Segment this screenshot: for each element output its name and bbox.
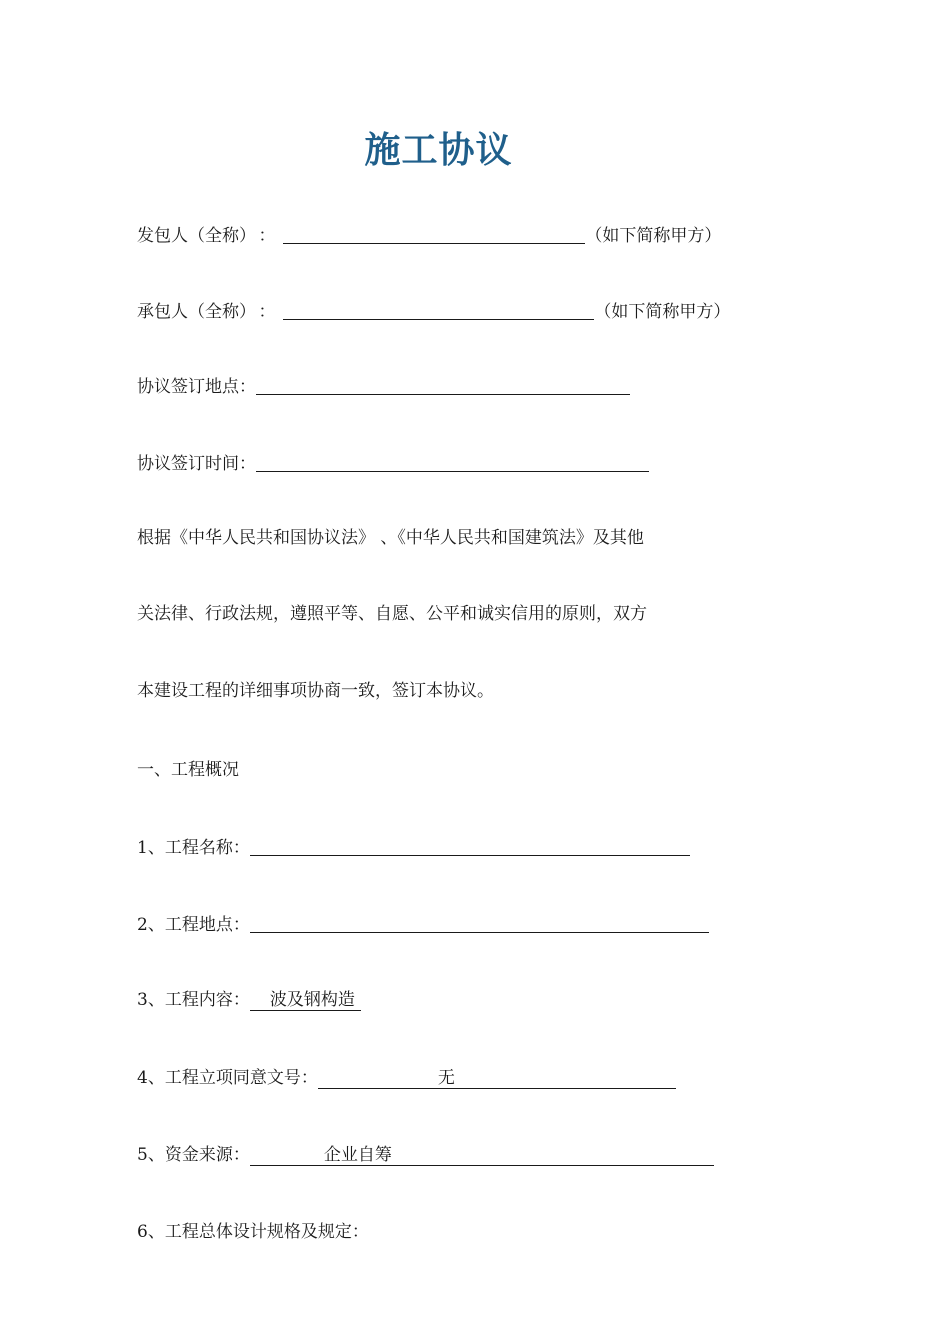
- contractor-label: 承包人（全称）: [137, 302, 256, 322]
- signing-time-field[interactable]: [256, 453, 649, 472]
- approval-number-value: 无: [437, 1068, 455, 1088]
- funding-source-label: 5、资金来源：: [137, 1145, 250, 1165]
- design-spec-line: 6、工程总体设计规格及规定：: [137, 1222, 369, 1242]
- contractor-suffix: （如下简称甲方）: [594, 302, 731, 322]
- project-content-field[interactable]: [250, 990, 361, 1011]
- project-content-label: 3、工程内容：: [137, 990, 250, 1010]
- employer-name-field[interactable]: [283, 225, 585, 244]
- employer-colon: ：: [258, 226, 276, 246]
- contractor-colon: ：: [258, 302, 276, 322]
- contractor-line: [137, 298, 730, 324]
- section-heading: 一、工程概况: [137, 760, 239, 780]
- project-location-line: [137, 911, 709, 937]
- signing-place-label: 协议签订地点：: [137, 377, 256, 397]
- contractor-name-field[interactable]: [283, 301, 594, 320]
- project-content-line: [137, 988, 361, 1012]
- funding-source-value: 企业自筹: [323, 1145, 392, 1165]
- signing-place-line: [137, 373, 630, 399]
- project-name-field[interactable]: [250, 837, 690, 856]
- employer-suffix: （如下简称甲方）: [585, 226, 722, 246]
- funding-source-line: [137, 1143, 714, 1167]
- signing-time-line: [137, 450, 649, 476]
- project-name-label: 1、工程名称：: [137, 838, 250, 858]
- project-content-value: 波及钢构造: [269, 990, 355, 1010]
- approval-number-field[interactable]: [318, 1068, 676, 1089]
- preamble-line-1: 根据《中华人民共和国协议法》 、《中华人民共和国建筑法》及其他: [137, 528, 644, 548]
- project-name-line: [137, 834, 690, 860]
- approval-number-line: [137, 1066, 676, 1090]
- document-title: 施工协议: [364, 129, 513, 171]
- preamble-line-2: 关法律、行政法规，遵照平等、自愿、公平和诚实信用的原则，双方: [137, 604, 647, 624]
- funding-source-field[interactable]: [250, 1145, 714, 1166]
- employer-line: [137, 222, 721, 248]
- project-location-label: 2、工程地点：: [137, 915, 250, 935]
- project-location-field[interactable]: [250, 914, 709, 933]
- signing-place-field[interactable]: [256, 376, 630, 395]
- employer-label: 发包人（全称）: [137, 226, 256, 246]
- approval-number-label: 4、工程立项同意文号：: [137, 1068, 318, 1088]
- signing-time-label: 协议签订时间：: [137, 454, 256, 474]
- preamble-line-3: 本建设工程的详细事项协商一致，签订本协议。: [137, 681, 494, 701]
